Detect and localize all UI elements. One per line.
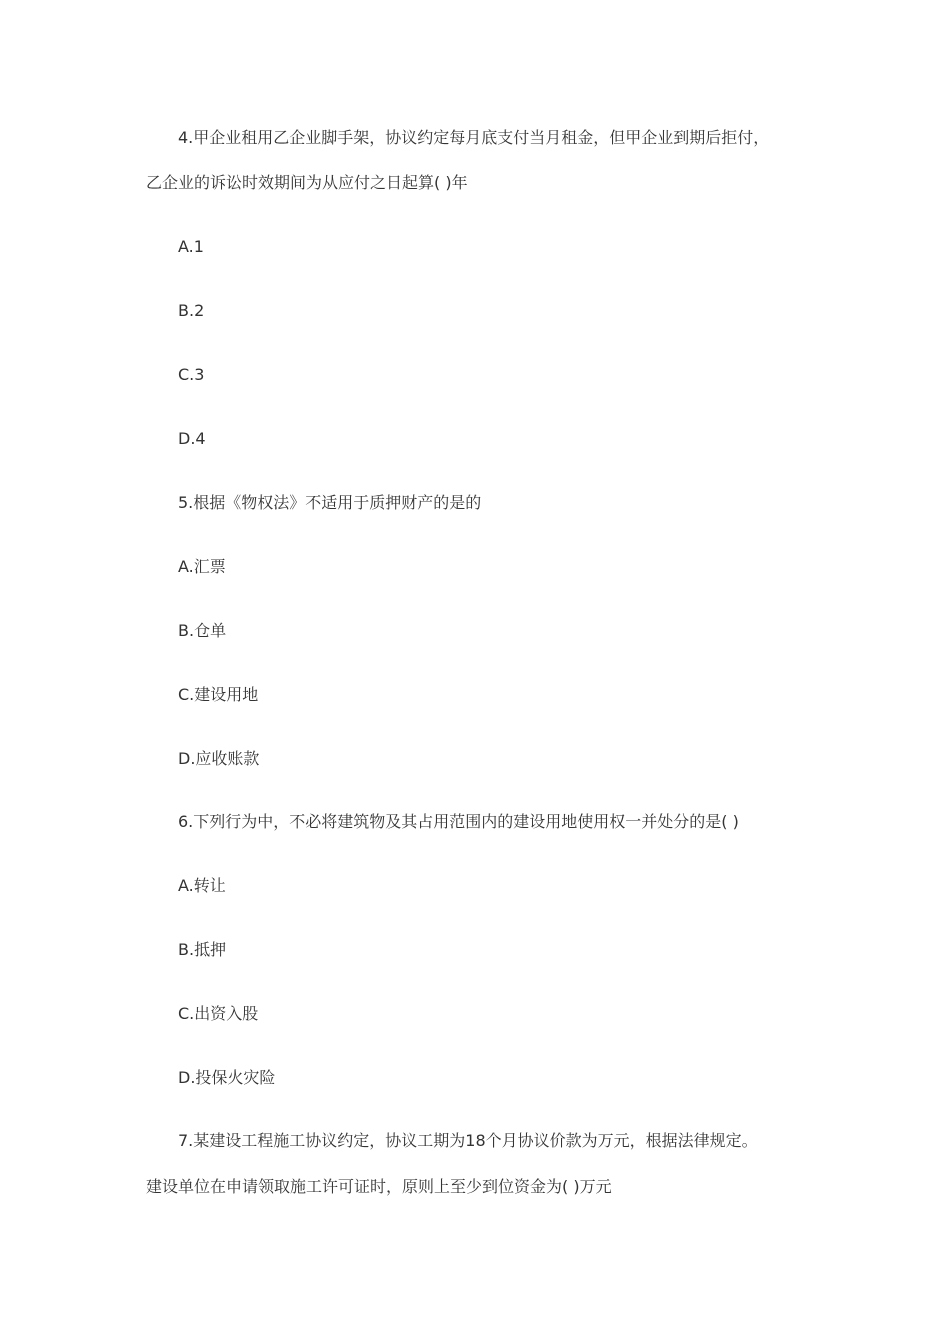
question-5-option-a: A.汇票: [178, 557, 226, 576]
question-4-option-a: A.1: [178, 237, 204, 256]
question-7-stem-line-2: 建设单位在申请领取施工许可证时，原则上至少到位资金为( )万元: [146, 1177, 612, 1196]
question-6-option-d: D.投保火灾险: [178, 1068, 276, 1087]
question-5-option-c: C.建设用地: [178, 685, 259, 704]
question-6-option-c: C.出资入股: [178, 1004, 259, 1023]
question-5-stem: 5.根据《物权法》不适用于质押财产的是的: [178, 493, 482, 512]
question-7-stem-line-1: 7.某建设工程施工协议约定，协议工期为18个月协议价款为万元，根据法律规定。: [178, 1131, 758, 1150]
question-4-option-c: C.3: [178, 365, 205, 384]
question-4-option-d: D.4: [178, 429, 206, 448]
question-6-stem: 6.下列行为中，不必将建筑物及其占用范围内的建设用地使用权一并处分的是( ): [178, 812, 739, 831]
question-5-option-d: D.应收账款: [178, 749, 260, 768]
question-4-stem-line-1: 4.甲企业租用乙企业脚手架，协议约定每月底支付当月租金，但甲企业到期后拒付，: [178, 128, 770, 147]
question-4-stem-line-2: 乙企业的诉讼时效期间为从应付之日起算( )年: [146, 173, 468, 192]
question-6-option-a: A.转让: [178, 876, 226, 895]
question-6-option-b: B.抵押: [178, 940, 227, 959]
question-5-option-b: B.仓单: [178, 621, 227, 640]
question-4-option-b: B.2: [178, 301, 205, 320]
